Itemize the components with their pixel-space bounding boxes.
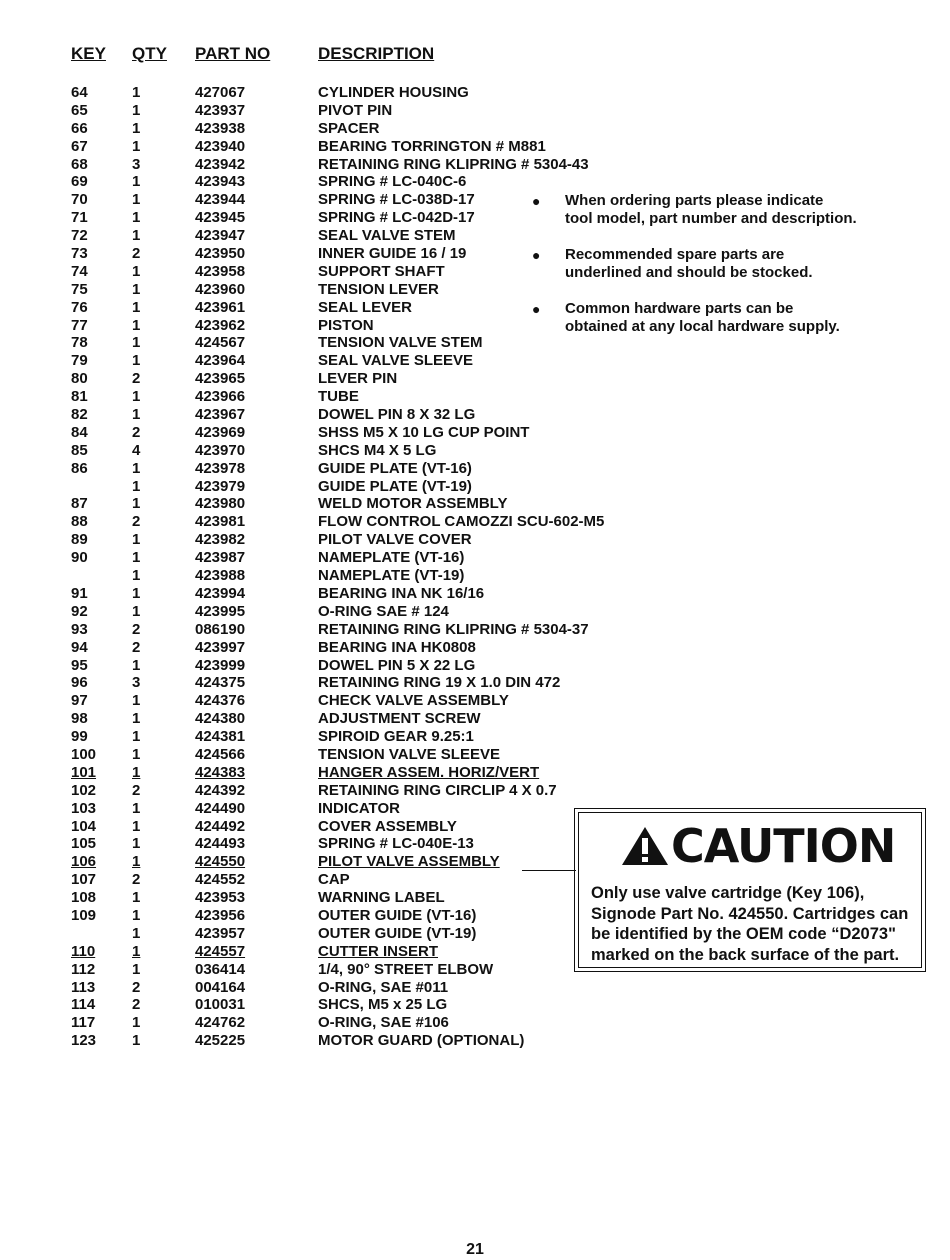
cell-key: 80 <box>71 370 88 388</box>
cell-description: OUTER GUIDE (VT-19) <box>318 924 477 942</box>
note-line: obtained at any local hardware supply. <box>565 318 840 335</box>
table-row <box>0 102 950 120</box>
cell-description: PILOT VALVE ASSEMBLY <box>318 853 500 871</box>
table-row <box>0 120 950 138</box>
cell-qty: 1 <box>132 853 141 871</box>
cell-part-no: 036414 <box>195 960 246 978</box>
caution-line: marked on the back surface of the part. <box>591 945 900 964</box>
cell-qty: 1 <box>132 835 141 853</box>
table-row <box>0 352 950 370</box>
cell-part-no: 424381 <box>195 728 246 746</box>
cell-key: 102 <box>71 781 97 799</box>
cell-qty: 1 <box>132 84 141 101</box>
table-row <box>0 764 950 782</box>
cell-description: BEARING TORRINGTON # M881 <box>318 137 546 155</box>
cell-description: SPRING # LC-040C-6 <box>318 173 467 191</box>
cell-part-no: 423997 <box>195 638 246 656</box>
table-row <box>0 138 950 156</box>
cell-part-no: 423944 <box>195 191 246 209</box>
cell-key: 99 <box>71 728 88 746</box>
note-line: Common hardware parts can be <box>565 300 794 317</box>
cell-part-no: 424566 <box>195 745 246 763</box>
cell-description: NAMEPLATE (VT-19) <box>318 567 465 585</box>
cell-description: SPRING # LC-040E-13 <box>318 835 474 853</box>
cell-key: 109 <box>71 906 97 924</box>
cell-description: PILOT VALVE COVER <box>318 531 472 549</box>
cell-qty: 1 <box>132 173 141 191</box>
cell-part-no: 423937 <box>195 101 246 119</box>
cell-description: SEAL VALVE STEM <box>318 227 456 245</box>
cell-description: WARNING LABEL <box>318 889 445 907</box>
cell-part-no: 423938 <box>195 119 246 137</box>
cell-description: RETAINING RING KLIPRING # 5304-37 <box>318 620 589 638</box>
cell-qty: 1 <box>132 101 141 119</box>
cell-part-no: 423958 <box>195 262 246 280</box>
cell-qty: 1 <box>132 119 141 137</box>
cell-qty: 1 <box>132 388 141 406</box>
cell-qty: 1 <box>132 227 141 245</box>
cell-qty: 1 <box>132 316 141 334</box>
cell-description: TENSION VALVE SLEEVE <box>318 745 500 763</box>
bullet-icon: ● <box>532 247 541 263</box>
cell-key: 78 <box>71 334 88 352</box>
cell-qty: 1 <box>132 710 141 728</box>
cell-part-no: 425225 <box>195 1032 246 1050</box>
cell-key: 92 <box>71 602 88 620</box>
table-row <box>0 173 950 191</box>
table-row <box>0 531 950 549</box>
cell-key: 86 <box>71 459 88 477</box>
cell-key: 105 <box>71 835 97 853</box>
caution-title: CAUTION <box>671 819 896 873</box>
cell-part-no: 423940 <box>195 137 246 155</box>
table-row <box>0 603 950 621</box>
cell-description: LEVER PIN <box>318 370 398 388</box>
cell-description: SEAL VALVE SLEEVE <box>318 352 474 370</box>
cell-qty: 2 <box>132 620 141 638</box>
cell-key: 110 <box>71 942 96 960</box>
table-row <box>0 710 950 728</box>
table-row <box>0 388 950 406</box>
cell-part-no: 423988 <box>195 567 246 585</box>
cell-part-no: 424557 <box>195 942 246 960</box>
cell-part-no: 424383 <box>195 763 246 781</box>
note-line: When ordering parts please indicate <box>565 192 824 209</box>
cell-key: 90 <box>71 549 88 567</box>
bullet-icon: ● <box>532 193 541 209</box>
cell-description: OUTER GUIDE (VT-16) <box>318 906 477 924</box>
cell-key: 89 <box>71 531 88 549</box>
caution-line: Only use valve cartridge (Key 106), <box>591 884 865 902</box>
cell-part-no: 423979 <box>195 477 246 495</box>
table-row <box>0 406 950 424</box>
cell-key: 77 <box>71 316 88 334</box>
cell-key: 101 <box>71 763 97 781</box>
cell-description: WELD MOTOR ASSEMBLY <box>318 495 508 513</box>
cell-qty: 3 <box>132 155 141 173</box>
cell-qty: 1 <box>132 334 141 352</box>
cell-description: TENSION LEVER <box>318 280 439 298</box>
cell-key: 97 <box>71 692 88 710</box>
cell-description: NAMEPLATE (VT-16) <box>318 549 465 567</box>
table-row <box>0 746 950 764</box>
cell-part-no: 423953 <box>195 889 246 907</box>
cell-key: 96 <box>71 674 88 692</box>
cell-qty: 2 <box>132 513 141 531</box>
cell-qty: 1 <box>132 459 141 477</box>
cell-description: SPRING # LC-042D-17 <box>318 209 475 227</box>
cell-qty: 2 <box>132 781 141 799</box>
cell-key: 82 <box>71 406 88 424</box>
cell-description: SHCS M4 X 5 LG <box>318 441 437 459</box>
cell-part-no: 424550 <box>195 853 246 871</box>
cell-part-no: 004164 <box>195 978 246 996</box>
cell-part-no: 424490 <box>195 799 246 817</box>
cell-description: CHECK VALVE ASSEMBLY <box>318 692 509 710</box>
cell-part-no: 423967 <box>195 406 246 424</box>
cell-part-no: 424380 <box>195 710 246 728</box>
table-row <box>0 996 950 1014</box>
note-line: underlined and should be stocked. <box>565 264 813 281</box>
cell-description: SPIROID GEAR 9.25:1 <box>318 728 474 746</box>
cell-qty: 1 <box>132 889 141 907</box>
cell-key: 69 <box>71 173 88 191</box>
cell-key: 112 <box>71 960 96 978</box>
cell-qty: 1 <box>132 656 141 674</box>
cell-description: O-RING SAE # 124 <box>318 602 449 620</box>
cell-qty: 1 <box>132 191 141 209</box>
cell-key: 85 <box>71 441 88 459</box>
cell-key: 100 <box>71 745 97 763</box>
table-row <box>0 674 950 692</box>
cell-key: 72 <box>71 227 88 245</box>
cell-description: DOWEL PIN 8 X 32 LG <box>318 406 476 424</box>
cell-qty: 1 <box>132 209 141 227</box>
note-item <box>532 246 932 282</box>
cell-qty: 1 <box>132 280 141 298</box>
cell-key: 123 <box>71 1032 97 1050</box>
header-description: DESCRIPTION <box>318 44 435 63</box>
bullet-icon: ● <box>532 301 541 317</box>
cell-key: 94 <box>71 638 88 656</box>
table-row <box>0 424 950 442</box>
cell-qty: 2 <box>132 996 141 1014</box>
table-row <box>0 585 950 603</box>
cell-key: 113 <box>71 978 96 996</box>
cell-description: TENSION VALVE STEM <box>318 334 483 352</box>
cell-key: 67 <box>71 137 88 155</box>
table-row <box>0 442 950 460</box>
cell-part-no: 423962 <box>195 316 246 334</box>
cell-part-no: 423970 <box>195 441 246 459</box>
cell-description: RETAINING RING CIRCLIP 4 X 0.7 <box>318 781 557 799</box>
notes-list <box>532 192 932 354</box>
cell-part-no: 086190 <box>195 620 246 638</box>
cell-qty: 2 <box>132 370 141 388</box>
cell-part-no: 423950 <box>195 245 246 263</box>
table-row <box>0 692 950 710</box>
cell-description: GUIDE PLATE (VT-16) <box>318 459 472 477</box>
cell-part-no: 423980 <box>195 495 246 513</box>
cell-qty: 1 <box>132 549 141 567</box>
cell-description: O-RING, SAE #011 <box>318 978 449 996</box>
cell-part-no: 423987 <box>195 549 246 567</box>
table-row <box>0 478 950 496</box>
cell-key: 79 <box>71 352 88 370</box>
cell-qty: 1 <box>132 262 141 280</box>
cell-part-no: 424376 <box>195 692 246 710</box>
cell-part-no: 423966 <box>195 388 246 406</box>
cell-part-no: 423961 <box>195 298 246 316</box>
cell-part-no: 424392 <box>195 781 246 799</box>
table-row <box>0 1032 950 1050</box>
cell-description: RETAINING RING KLIPRING # 5304-43 <box>318 155 589 173</box>
cell-description: GUIDE PLATE (VT-19) <box>318 477 472 495</box>
table-row <box>0 495 950 513</box>
cell-key: 68 <box>71 155 88 173</box>
cell-key: 106 <box>71 853 97 871</box>
cell-key: 93 <box>71 620 88 638</box>
cell-part-no: 424552 <box>195 871 246 889</box>
cell-part-no: 424762 <box>195 1014 246 1032</box>
note-item <box>532 300 932 336</box>
cell-part-no: 423942 <box>195 155 246 173</box>
cell-qty: 2 <box>132 871 141 889</box>
note-line: Recommended spare parts are <box>565 246 785 263</box>
cell-description: SHCS, M5 x 25 LG <box>318 996 448 1014</box>
cell-part-no: 423995 <box>195 602 246 620</box>
cell-part-no: 423981 <box>195 513 246 531</box>
table-row <box>0 567 950 585</box>
table-row <box>0 782 950 800</box>
cell-qty: 1 <box>132 584 141 602</box>
caution-inner-border <box>578 812 922 968</box>
cell-qty: 2 <box>132 638 141 656</box>
cell-qty: 1 <box>132 728 141 746</box>
cell-qty: 3 <box>132 674 141 692</box>
cell-qty: 1 <box>132 960 141 978</box>
cell-qty: 1 <box>132 406 141 424</box>
cell-qty: 1 <box>132 763 141 781</box>
cell-key: 64 <box>71 84 88 101</box>
caution-line: Signode Part No. 424550. Cartridges can <box>591 904 909 923</box>
cell-qty: 1 <box>132 495 141 513</box>
cell-qty: 1 <box>132 924 141 942</box>
cell-description: ADJUSTMENT SCREW <box>318 710 481 728</box>
cell-key: 91 <box>71 584 88 602</box>
cell-part-no: 424567 <box>195 334 246 352</box>
cell-key: 70 <box>71 191 88 209</box>
header-key: KEY <box>71 44 106 63</box>
cell-key: 117 <box>71 1014 96 1032</box>
cell-key: 114 <box>71 996 96 1014</box>
cell-description: PISTON <box>318 316 374 334</box>
cell-part-no: 423947 <box>195 227 246 245</box>
cell-key: 71 <box>71 209 88 227</box>
table-row <box>0 460 950 478</box>
warning-triangle-icon <box>621 826 669 866</box>
cell-qty: 2 <box>132 423 141 441</box>
table-row <box>0 657 950 675</box>
cell-description: TUBE <box>318 388 359 406</box>
cell-key: 76 <box>71 298 88 316</box>
cell-description: MOTOR GUARD (OPTIONAL) <box>318 1032 525 1050</box>
cell-description: BEARING INA HK0808 <box>318 638 476 656</box>
table-row <box>0 621 950 639</box>
cell-description: SEAL LEVER <box>318 298 412 316</box>
cell-description: INNER GUIDE 16 / 19 <box>318 245 467 263</box>
cell-qty: 1 <box>132 817 141 835</box>
cell-part-no: 423999 <box>195 656 246 674</box>
cell-part-no: 423956 <box>195 906 246 924</box>
table-row <box>0 156 950 174</box>
cell-key: 103 <box>71 799 97 817</box>
cell-key: 75 <box>71 280 88 298</box>
cell-description: SPRING # LC-038D-17 <box>318 191 475 209</box>
cell-part-no: 423943 <box>195 173 246 191</box>
leader-line <box>522 870 576 871</box>
cell-part-no: 423965 <box>195 370 246 388</box>
table-row <box>0 549 950 567</box>
cell-description: SHSS M5 X 10 LG CUP POINT <box>318 423 530 441</box>
cell-key: 95 <box>71 656 88 674</box>
header-part-no: PART NO <box>195 44 271 63</box>
note-line: tool model, part number and description. <box>565 210 857 227</box>
cell-key: 65 <box>71 101 88 119</box>
cell-part-no: 423969 <box>195 423 246 441</box>
cell-part-no: 427067 <box>195 84 246 101</box>
cell-description: FLOW CONTROL CAMOZZI SCU-602-M5 <box>318 513 605 531</box>
cell-part-no: 424493 <box>195 835 246 853</box>
cell-description: SUPPORT SHAFT <box>318 262 445 280</box>
table-row <box>0 370 950 388</box>
header-qty: QTY <box>132 44 167 63</box>
cell-description: SPACER <box>318 119 380 137</box>
cell-description: HANGER ASSEM. HORIZ/VERT <box>318 763 540 781</box>
cell-qty: 4 <box>132 441 141 459</box>
cell-qty: 1 <box>132 477 141 495</box>
cell-key: 84 <box>71 423 88 441</box>
caution-heading <box>621 819 896 873</box>
cell-qty: 1 <box>132 692 141 710</box>
table-row <box>0 84 950 102</box>
table-row <box>0 639 950 657</box>
cell-description: CAP <box>318 871 350 889</box>
cell-qty: 1 <box>132 1014 141 1032</box>
cell-description: DOWEL PIN 5 X 22 LG <box>318 656 476 674</box>
cell-key: 66 <box>71 119 88 137</box>
note-item <box>532 192 932 228</box>
cell-qty: 1 <box>132 352 141 370</box>
cell-part-no: 423982 <box>195 531 246 549</box>
cell-part-no: 423978 <box>195 459 246 477</box>
cell-description: COVER ASSEMBLY <box>318 817 457 835</box>
cell-key: 81 <box>71 388 88 406</box>
cell-key: 88 <box>71 513 88 531</box>
cell-qty: 1 <box>132 531 141 549</box>
table-row <box>0 979 950 997</box>
caution-line: be identified by the OEM code “D2073" <box>591 925 896 943</box>
cell-qty: 1 <box>132 298 141 316</box>
cell-key: 98 <box>71 710 88 728</box>
cell-part-no: 423960 <box>195 280 246 298</box>
cell-description: O-RING, SAE #106 <box>318 1014 449 1032</box>
cell-qty: 1 <box>132 799 141 817</box>
cell-description: PIVOT PIN <box>318 101 393 119</box>
cell-qty: 1 <box>132 567 141 585</box>
table-row <box>0 1014 950 1032</box>
cell-part-no: 423957 <box>195 924 246 942</box>
table-row <box>0 728 950 746</box>
cell-part-no: 424375 <box>195 674 246 692</box>
cell-qty: 1 <box>132 602 141 620</box>
cell-description: CUTTER INSERT <box>318 942 438 960</box>
cell-description: 1/4, 90° STREET ELBOW <box>318 960 494 978</box>
cell-qty: 1 <box>132 745 141 763</box>
cell-key: 73 <box>71 245 88 263</box>
table-row <box>0 513 950 531</box>
cell-key: 108 <box>71 889 97 907</box>
cell-qty: 1 <box>132 1032 141 1050</box>
page-number: 21 <box>466 1241 484 1258</box>
cell-qty: 2 <box>132 978 141 996</box>
cell-key: 104 <box>71 817 97 835</box>
cell-part-no: 423945 <box>195 209 246 227</box>
cell-key: 74 <box>71 262 88 280</box>
cell-part-no: 423964 <box>195 352 246 370</box>
cell-qty: 1 <box>132 906 141 924</box>
cell-qty: 2 <box>132 245 141 263</box>
cell-part-no: 010031 <box>195 996 246 1014</box>
caution-message <box>591 883 923 965</box>
cell-description: INDICATOR <box>318 799 400 817</box>
cell-description: CYLINDER HOUSING <box>318 84 469 101</box>
cell-key: 87 <box>71 495 88 513</box>
cell-part-no: 424492 <box>195 817 246 835</box>
cell-part-no: 423994 <box>195 584 246 602</box>
cell-qty: 1 <box>132 137 141 155</box>
cell-description: RETAINING RING 19 X 1.0 DIN 472 <box>318 674 561 692</box>
cell-qty: 1 <box>132 942 141 960</box>
caution-box <box>574 808 926 972</box>
cell-key: 107 <box>71 871 97 889</box>
cell-description: BEARING INA NK 16/16 <box>318 584 485 602</box>
